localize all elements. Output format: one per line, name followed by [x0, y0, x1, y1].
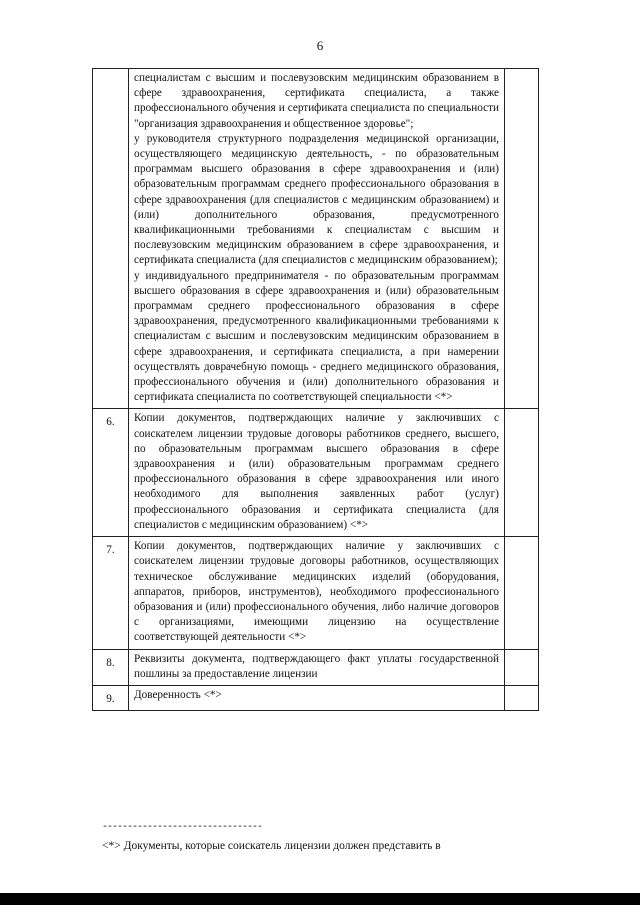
table-row: [93, 537, 539, 649]
table-row: [93, 69, 539, 409]
paragraph: Копии документов, подтверждающих наличие у заключивших с соискателем лицензии трудовые договоры работников среднего, высшего, по образовательным программам высшего образования в сфере здравоохранения и (или) образовательным программам среднего профессионального образования в сфере здравоохранения или иного необходимого для выполнения заявленных работ (услуг) профессионального образования и сертификата специалиста (для специалистов с медицинским образованием) <*>: [134, 412, 499, 531]
paragraph: Копии документов, подтверждающих наличие у заключивших с соискателем лицензии трудовые договоры работников, осуществляющих техническое обслуживание медицинских изделий (оборудования, аппаратов, приборов, инструментов), необходимого профессионального образования и (или) профессионального обучения, либо наличие договоров с организациями, имеющими лицензию на осуществление соответствующей деятельности <*>: [134, 540, 499, 644]
table-row: [93, 409, 539, 537]
row-description: [129, 69, 505, 409]
paragraph: Реквизиты документа, подтверждающего факт уплаты государственной пошлины за предоставление лицензии: [134, 652, 499, 680]
documents-table: [92, 68, 539, 711]
row-description: [129, 409, 505, 537]
row-description: [129, 685, 505, 710]
row-empty-cell: [505, 409, 539, 537]
row-number: 7.: [93, 537, 129, 649]
row-empty-cell: [505, 685, 539, 710]
row-description: [129, 649, 505, 685]
row-empty-cell: [505, 69, 539, 409]
footnote-separator: --------------------------------: [102, 822, 263, 833]
row-description: [129, 537, 505, 649]
page-number: 6: [316, 38, 324, 53]
footnote-text: <*> Документы, которые соискатель лицензии должен представить в: [102, 840, 441, 852]
row-number: 9.: [93, 685, 129, 710]
row-empty-cell: [505, 537, 539, 649]
row-number: [93, 69, 129, 409]
row-number: 8.: [93, 649, 129, 685]
paragraph: специалистам с высшим и послевузовским медицинским образованием в сфере здравоохранения, сертификата специалиста, а также профессионального обучения и сертификата специалиста по специальности "организация здравоохранения и общественное здоровье";: [134, 72, 499, 130]
paragraph: у руководителя структурного подразделения медицинской организации, осуществляющего медицинскую деятельность, - по образовательным программам высшего образования в сфере здравоохранения и (или) образовательным программам среднего профессионального образования в сфере здравоохранения (для специалистов с медицинским образованием) и (или) дополнительного образования, предусмотренного квалификационными требованиями к специалистам с высшим и послевузовским медицинским образованием в сфере здравоохранения, и сертификата специалиста (для специалистов с медицинским образованием);: [134, 132, 499, 267]
paragraph: у индивидуального предпринимателя - по образовательным программам высшего образования в сфере здравоохранения и (или) образовательным программам среднего профессионального образования в сфере здравоохранения, предусмотренного квалификационными требованиями к специалистам с высшим и послевузовским медицинским образованием в сфере здравоохранения, и сертификата специалиста, а при намерении осуществлять доврачебную помощь - среднего медицинского образования, профессионального обучения и (или) дополнительного образования и сертификата специалиста по соответствующей специальности <*>: [134, 269, 499, 404]
row-empty-cell: [505, 649, 539, 685]
scan-bottom-edge: [0, 893, 640, 905]
table-row: [93, 649, 539, 685]
table-row: [93, 685, 539, 710]
paragraph: Доверенность <*>: [134, 688, 222, 701]
row-number: 6.: [93, 409, 129, 537]
